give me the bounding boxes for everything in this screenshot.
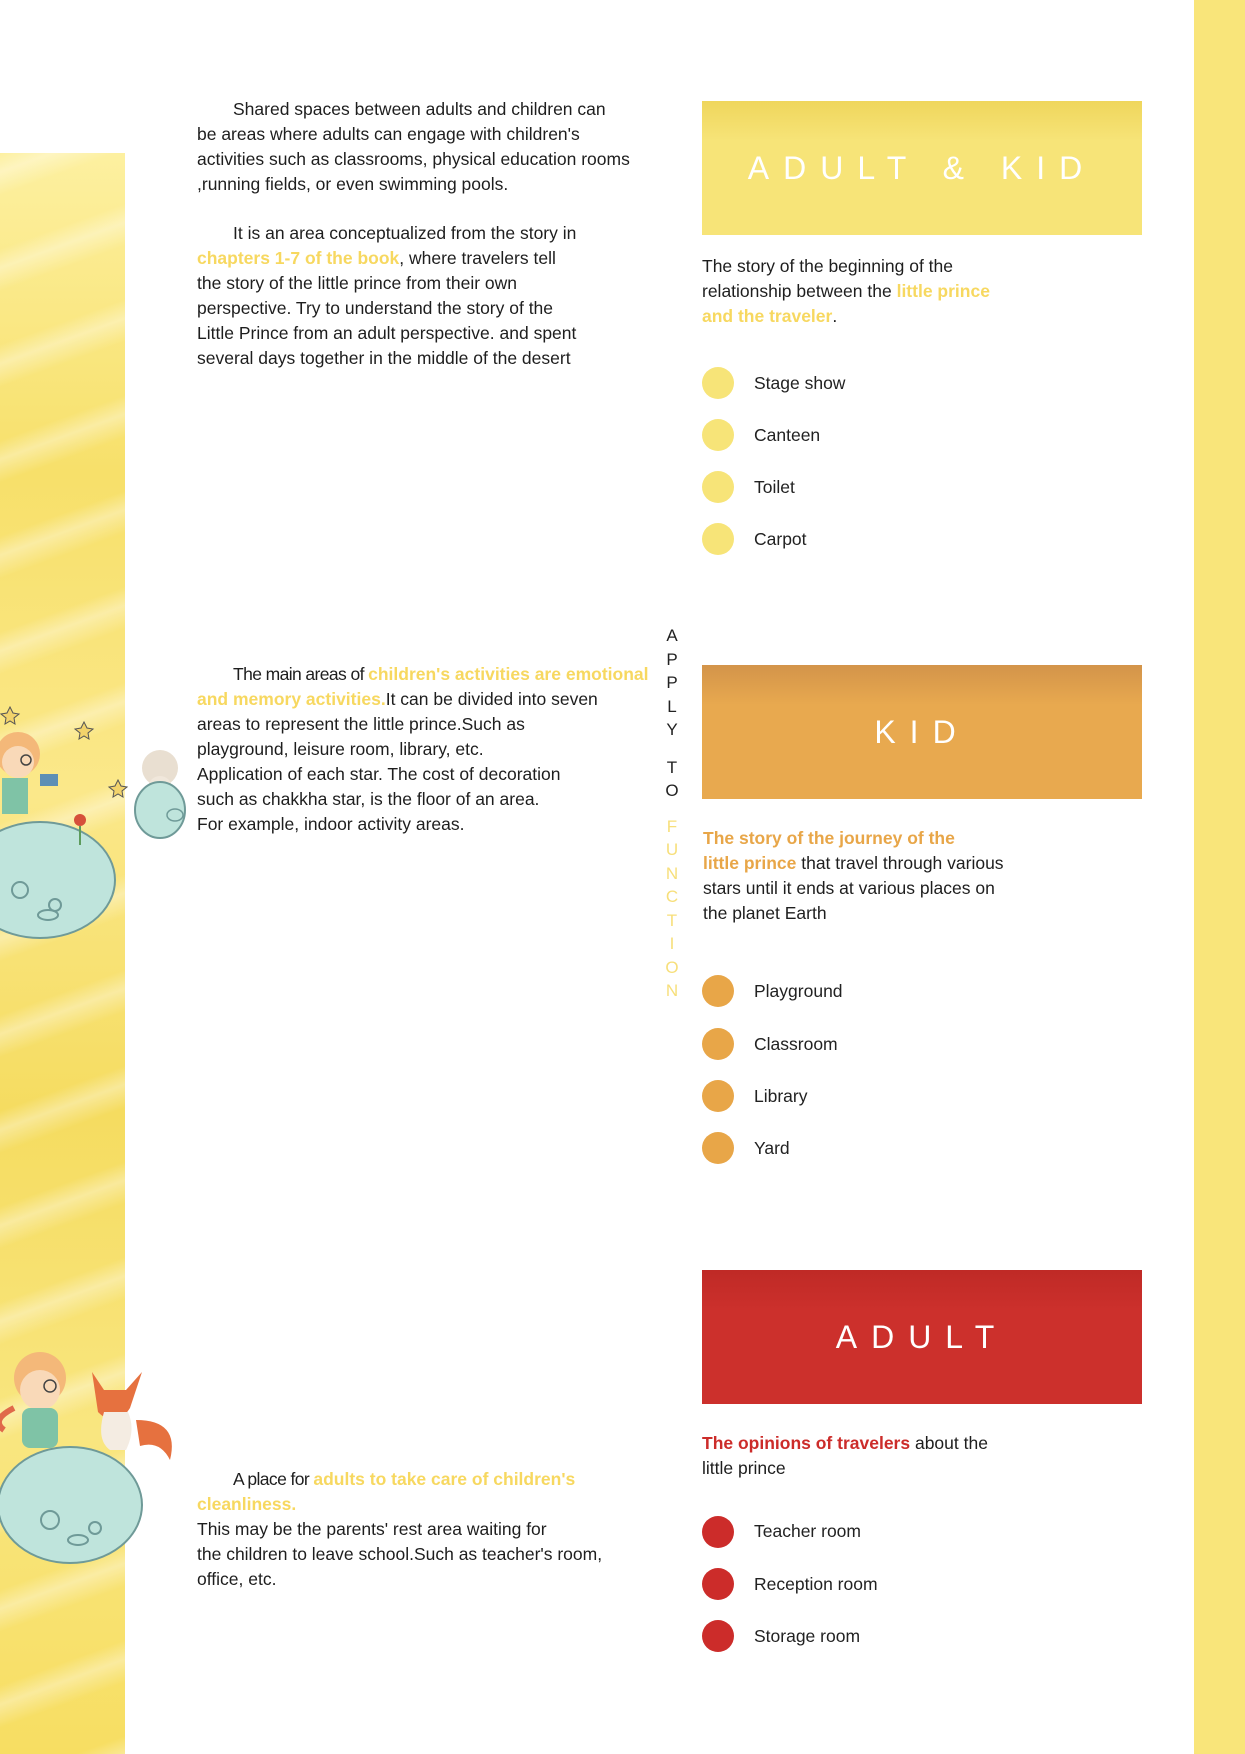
banner-adult-title: ADULT <box>835 1318 1009 1355</box>
adult-description <box>702 1431 1082 1481</box>
prince-and-fox-illustration <box>0 1350 190 1570</box>
bullet-dot <box>702 1132 734 1164</box>
vertical-letter: F <box>666 816 678 836</box>
list-item-label: Yard <box>754 1137 790 1158</box>
adult-paragraph <box>197 1467 667 1592</box>
bullet-dot <box>702 975 734 1007</box>
kid-paragraph-lead: The main areas of <box>233 664 369 684</box>
kid-desc-b: that travel through various stars until it ends at various places on the planet Earth <box>703 853 1004 923</box>
kid-paragraph-body: It can be divided into seven areas to represent the little prince.Such as playground, leisure room, library, etc. Application of each star. The cost of decoration such as chakkha star, is the floor of an area. For example, indoor activity areas. <box>197 689 598 834</box>
list-item-label: Storage room <box>754 1625 861 1646</box>
adult-kid-desc-a: The story of the beginning of the relationship between the <box>702 256 953 301</box>
banner-adult <box>702 1270 1142 1404</box>
adult-facility-list <box>702 1505 878 1662</box>
right-decorative-strip <box>1194 0 1245 1754</box>
bullet-dot <box>702 523 734 555</box>
intro-highlight-chapters: chapters 1-7 of the book <box>197 248 400 268</box>
list-item <box>702 357 845 409</box>
list-item <box>702 1122 843 1174</box>
vertical-gap <box>662 803 682 815</box>
vertical-letter: O <box>665 957 679 977</box>
list-item <box>702 1610 878 1662</box>
banner-kid-title: KID <box>874 713 970 750</box>
vertical-letter: P <box>666 649 678 669</box>
intro-paragraph-2 <box>197 221 667 371</box>
list-item <box>702 513 845 565</box>
vertical-letter: T <box>666 910 678 930</box>
vertical-letter: O <box>665 781 679 800</box>
vertical-letter: Y <box>666 720 678 739</box>
vertical-letter: L <box>667 696 677 716</box>
intro-paragraph-2-text-a: It is an area conceptualized from the story in <box>233 223 577 243</box>
list-item <box>702 409 845 461</box>
adult-paragraph-highlight: adults to take care of children's cleanliness. <box>197 1469 576 1514</box>
bullet-dot <box>702 1516 734 1548</box>
list-item-label: Reception room <box>754 1573 878 1594</box>
vertical-letter: T <box>666 757 678 777</box>
list-item <box>702 1018 843 1070</box>
bullet-dot <box>702 471 734 503</box>
list-item-label: Library <box>754 1085 808 1106</box>
list-item-label: Canteen <box>754 424 821 445</box>
adult-desc-b: about the little prince <box>702 1433 988 1478</box>
intro-paragraph-2-text-b: , where travelers tell the story of the little prince from their own perspective. Try to understand the story of the Little Prince from an adult perspective. and spent several days together in the middle of the desert <box>197 248 577 368</box>
vertical-space <box>662 742 682 756</box>
kid-description <box>703 826 1083 926</box>
vertical-letter: U <box>665 840 679 859</box>
adult-kid-facility-list <box>702 357 845 565</box>
bullet-dot <box>702 1028 734 1060</box>
kid-facility-list <box>702 964 843 1174</box>
vertical-letter: N <box>665 863 679 883</box>
list-item <box>702 1505 878 1558</box>
apply-to-function-vertical-label <box>662 624 682 1003</box>
bullet-dot <box>702 1080 734 1112</box>
list-item-label: Carpot <box>754 528 807 549</box>
intro-paragraph-1: Shared spaces between adults and children can be areas where adults can engage with children's activities such as classrooms, physical education rooms ,running fields, or even swimming pools. <box>197 99 630 194</box>
list-item-label: Classroom <box>754 1033 838 1054</box>
list-item <box>702 1558 878 1610</box>
bullet-dot <box>702 367 734 399</box>
adult-kid-description <box>702 254 1082 329</box>
kid-paragraph <box>197 662 667 837</box>
kid-desc-highlight: The story of the journey of the little prince <box>703 828 955 873</box>
list-item-label: Playground <box>754 980 843 1001</box>
vertical-letter: A <box>666 626 678 645</box>
list-item-label: Toilet <box>754 476 795 497</box>
vertical-letter: N <box>665 981 679 1000</box>
vertical-letter: C <box>665 887 679 906</box>
list-item-label: Teacher room <box>754 1521 861 1541</box>
adult-paragraph-lead: A place for <box>233 1469 314 1489</box>
kid-paragraph-highlight: children's activities are emotional and memory activities. <box>197 664 649 709</box>
list-item <box>702 964 843 1018</box>
vertical-letter: I <box>669 934 675 953</box>
adult-kid-desc-b: . <box>832 306 838 326</box>
adult-desc-highlight: The opinions of travelers <box>702 1433 911 1453</box>
little-prince-planet-illustration <box>0 700 190 940</box>
banner-adult-and-kid <box>702 101 1142 235</box>
bullet-dot <box>702 419 734 451</box>
vertical-letter: P <box>666 673 678 692</box>
adult-kid-desc-highlight: little prince and the traveler <box>702 281 990 326</box>
list-item <box>702 461 845 513</box>
bullet-dot <box>702 1568 734 1600</box>
banner-adult-and-kid-title: ADULT & KID <box>747 149 1097 186</box>
banner-kid <box>702 665 1142 799</box>
adult-paragraph-body: This may be the parents' rest area waiting for the children to leave school.Such as teacher's room, office, etc. <box>197 1519 603 1589</box>
bullet-dot <box>702 1620 734 1652</box>
list-item <box>702 1070 843 1122</box>
list-item-label: Stage show <box>754 372 846 393</box>
